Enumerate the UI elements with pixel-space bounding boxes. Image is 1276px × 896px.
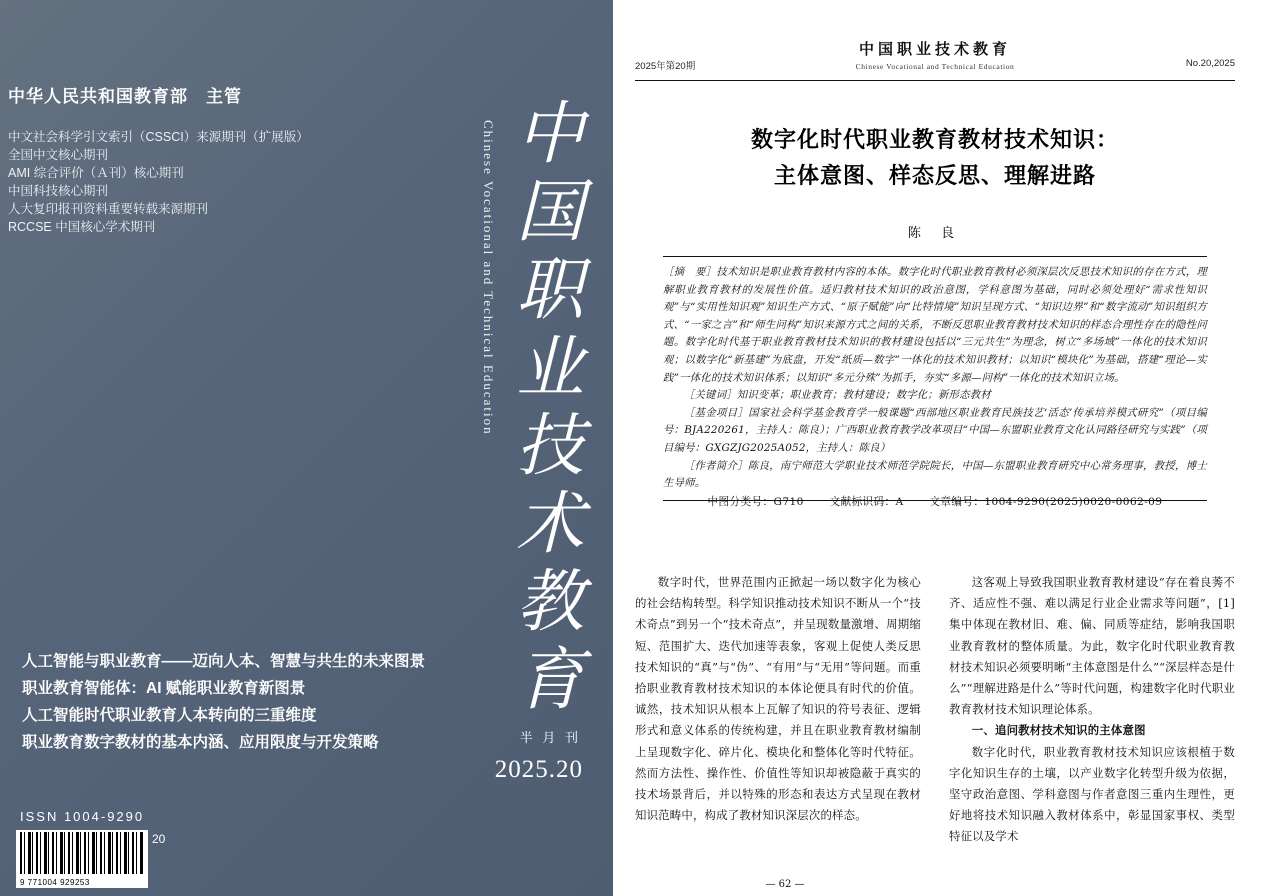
abstract-text: 技术知识是职业教育教材内容的本体。数字化时代职业教育教材必须深层次反思技术知识的存在方式，理解职业教育教材的发展性价值。适归教材技术知识的政治意图，学科意图为基础，同时必须处理好“需求性知识观”与“实用性知识观”知识生产方式、“原子赋能”向“比特情境”知识呈现方式、“知识边界”和“数字流动”知识组织方式、“一家之言”和“师生问构”知识来源方式之间的关系，不断反思职业教育教材技术知识的样态合理性存在的隐性问题。数字化时代基于职业教育教材技术知识的教材建设包括以“三元共生”为理念，树立“多场域”一体化的技术知识观；以数字化“新基建”为底盘，开发“纸质—数字”一体化的技术知识教材；以知识“模块化”为基础，搭建“理论—实践”一体化的技术知识体系；以知识“多元分殊”为抓手，夯实“多源—问构”一体化的技术知识立场。 — [663, 266, 1207, 384]
cover-issn: ISSN 1004-9290 — [20, 809, 145, 824]
article-title-line1: 数字化时代职业教育教材技术知识： — [750, 127, 1119, 153]
article-page — [613, 0, 1276, 896]
article-author: 陈 良 — [907, 226, 963, 241]
masthead-issue-left: 2025年第20期 — [635, 61, 696, 72]
abstract-label: ［摘 要］ — [663, 266, 717, 278]
cover-ministry-name: 中华人民共和国教育部 — [8, 87, 188, 106]
body-column-left — [635, 572, 921, 848]
masthead-issue-right: No.20,2025 — [1185, 58, 1235, 69]
article-title — [635, 122, 1235, 194]
barcode-issue-marker: 20 — [152, 832, 166, 846]
cover-title-english: Chinese Vocational and Technical Education — [481, 120, 496, 436]
article-classification — [663, 494, 1207, 509]
masthead-journal-en: Chinese Vocational and Technical Education — [855, 62, 1015, 71]
cover-feature-list — [22, 648, 425, 756]
author-bio-label: ［作者简介］ — [683, 459, 748, 472]
fund-label: ［基金项目］ — [683, 406, 749, 419]
clc-number: 中图分类号：G710 — [707, 496, 804, 508]
cover-title-char: 中 — [515, 95, 586, 174]
cover-title-char: 国 — [515, 173, 586, 252]
author-bio-paragraph — [663, 458, 1207, 493]
keywords-label: ［关键词］ — [683, 389, 737, 402]
fund-text: 国家社会科学基金教育学一般课题“西部地区职业教育民族技艺‘活态’传承培养模式研究”（项目编号：BJA220261，主持人：陈良）；广西职业教育教学改革项目“中国—东盟职业教育文化认同路径研究与实践”（项目编号：GXGZJG2025A052，主持人：陈良） — [663, 406, 1207, 454]
article-body — [635, 572, 1235, 848]
cover-feature-item: 职业教育数字教材的基本内涵、应用限度与开发策略 — [22, 734, 379, 751]
page-number: — 62 — — [765, 879, 805, 890]
cover-ministry-role: 主管 — [206, 87, 242, 106]
cover-index-item: RCCSE 中国核心学术期刊 — [8, 220, 156, 234]
cover-feature-item: 人工智能时代职业教育人本转向的三重维度 — [22, 707, 317, 724]
cover-ministry-line — [8, 82, 242, 107]
article-id: 文章编号：1004-9290(2025)0020-0062-09 — [929, 496, 1163, 508]
cover-index-item: 人大复印报刊资料重要转载来源期刊 — [8, 202, 209, 216]
barcode-bars — [20, 832, 144, 874]
cover-title-char: 育 — [515, 641, 586, 720]
body-paragraph: 这客观上导致我国职业教育教材建设“存在着良莠不齐、适应性不强、难以满足行业企业需求等问题”，[1]集中体现在教材旧、难、偏、同质等症结，影响我国职业教育教材的整体质量。为此，数字化时代职业教育教材技术知识必须要明晰“主体意图是什么”“深层样态是什么”“理解进路是什么”等时代问题，构建数字化时代职业教育教材技术知识理论体系。 — [949, 575, 1235, 717]
cover-feature-item: 职业教育智能体：AI 赋能职业教育新图景 — [22, 680, 306, 697]
keywords-text: 知识变革；职业教育；教材建设；数字化；新形态教材 — [736, 389, 991, 402]
body-paragraph: 数字时代，世界范围内正掀起一场以数字化为核心的社会结构转型。科学知识推动技术知识不断从一个“技术奇点”到另一个“技术奇点”，并呈现数量激增、周期缩短、范围扩大、迭代加速等表象，客观上促使人类反思技术知识的“真”与“伪”、“有用”与“无用”等问题。而重拾职业教育教材技术知识的本体论便具有时代的价值。诚然，技术知识从根本上瓦解了知识的符号表征、逻辑形式和意义体系的传统构建，并且在职业教育教材编制上呈现数字化、碎片化、模块化和整体化等时代特征。然而方法性、操作性、价值性等知识却被隐蔽于真实的技术场景背后，并以特殊的形态和表达方式呈现在教材知识范畴中，构成了教材知识深层次的样态。 — [635, 575, 921, 823]
cover-title-char: 术 — [515, 485, 586, 564]
fund-paragraph — [663, 405, 1207, 458]
author-bio-text: 陈良，南宁师范大学职业技术师范学院院长，中国—东盟职业教育研究中心常务理事，教授，博士生导师。 — [663, 459, 1207, 490]
body-column-right — [949, 572, 1235, 848]
cover-index-item: 全国中文核心期刊 — [8, 148, 109, 162]
body-paragraph: 数字化时代，职业教育教材技术知识应该根植于数字化知识生存的土壤，以产业数字化转型升级为依据，坚守政治意图、学科意图与作者意图三重内生理性，更好地将技术知识融入教材体系中，彰显国家事权、类型特征以及学术 — [949, 744, 1235, 844]
cover-title-char: 技 — [515, 407, 586, 486]
barcode — [16, 830, 148, 888]
abstract-paragraph — [663, 264, 1207, 387]
barcode-digits: 9 771004 929253 — [20, 878, 90, 887]
cover-index-list — [8, 128, 309, 236]
cover-title-char: 业 — [515, 329, 586, 408]
cover-title-char: 职 — [515, 251, 586, 330]
section-heading: 一、追问教材技术知识的主体意图 — [971, 723, 1146, 738]
keywords-paragraph — [663, 387, 1207, 405]
cover-index-item: AMI 综合评价（Ａ刊）核心期刊 — [8, 166, 184, 180]
cover-index-item: 中文社会科学引文索引（CSSCI）来源期刊（扩展版） — [8, 130, 309, 144]
cover-frequency: 半 月 刊 — [519, 730, 581, 745]
document-code: 文献标识码：A — [829, 496, 904, 508]
cover-title-char: 教 — [515, 563, 586, 642]
masthead-divider — [635, 80, 1235, 81]
masthead-journal-cn: 中国职业技术教育 — [858, 40, 1011, 58]
cover-index-item: 中国科技核心期刊 — [8, 184, 109, 198]
article-title-line2: 主体意图、样态反思、理解进路 — [773, 163, 1096, 189]
cover-title-chinese — [497, 96, 605, 720]
article-masthead — [635, 38, 1235, 71]
cover-issue-number: 2025.20 — [494, 756, 583, 783]
journal-cover — [0, 0, 613, 896]
article-frontmatter — [663, 256, 1207, 501]
cover-feature-item: 人工智能与职业教育——迈向人本、智慧与共生的未来图景 — [22, 653, 426, 670]
